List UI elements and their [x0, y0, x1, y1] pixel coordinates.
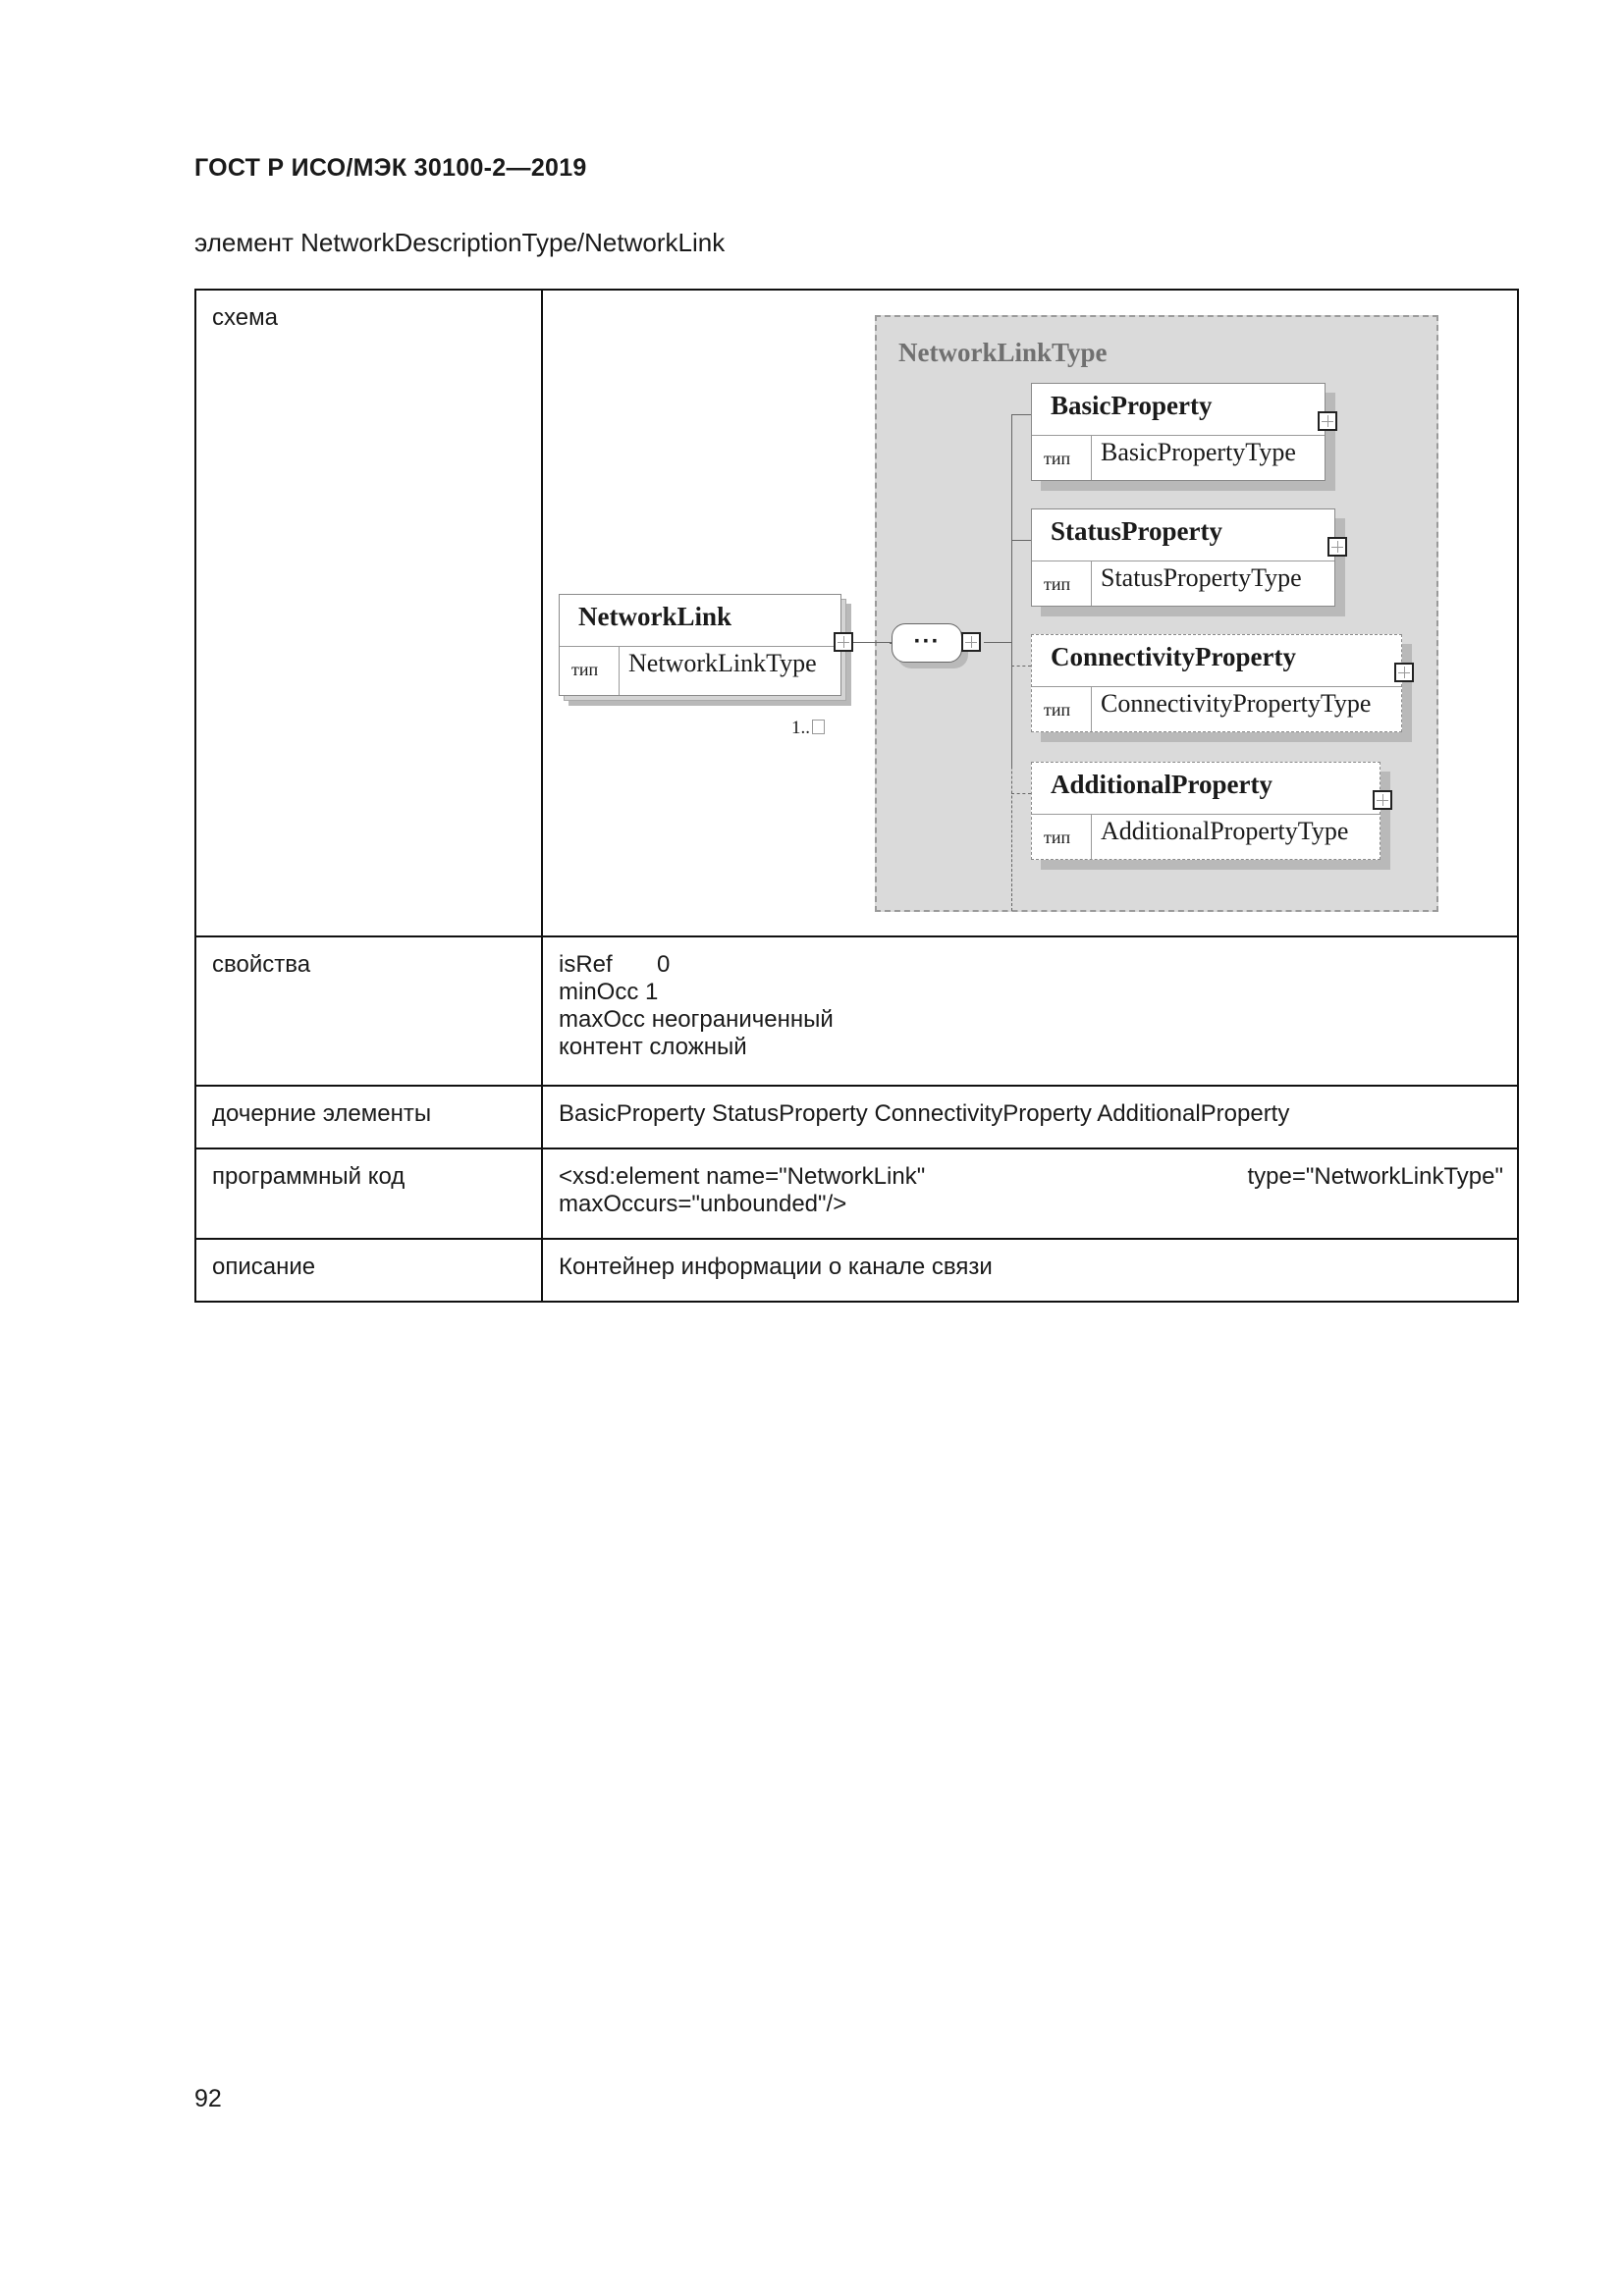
schema-label: схема: [195, 290, 542, 936]
expand-icon[interactable]: [1318, 411, 1337, 431]
code-line: maxOccurs="unbounded"/>: [559, 1191, 847, 1217]
property-line: minOcc 1: [559, 979, 659, 1005]
connector-line: [1011, 414, 1031, 415]
child-element-type: StatusPropertyType: [1101, 563, 1302, 592]
description-row: [195, 1239, 1518, 1302]
child-element-name: BasicProperty: [1051, 391, 1213, 420]
document-header: ГОСТ Р ИСО/МЭК 30100-2—2019: [194, 154, 587, 182]
child-element-box: [1031, 508, 1335, 607]
children-value: BasicProperty StatusProperty ConnectivityProperty AdditionalProperty: [542, 1086, 1518, 1148]
page-number: 92: [194, 2085, 222, 2112]
code-row: [195, 1148, 1518, 1239]
connector-line: [1011, 540, 1031, 541]
connector-line-optional: [1011, 793, 1031, 794]
property-line: isRef 0: [559, 951, 671, 978]
type-label: тип: [1044, 700, 1071, 720]
root-element-type: NetworkLinkType: [628, 649, 817, 677]
properties-cell: [542, 936, 1518, 1086]
child-element-box-optional: [1031, 634, 1402, 732]
child-element-type: ConnectivityPropertyType: [1101, 689, 1372, 718]
expand-icon[interactable]: [961, 632, 981, 652]
sequence-icon: ···: [913, 628, 941, 655]
children-label: дочерние элементы: [195, 1086, 542, 1148]
properties-row: [195, 936, 1518, 1086]
type-label: тип: [1044, 828, 1071, 847]
element-caption: элемент NetworkDescriptionType/NetworkLink: [194, 228, 726, 257]
property-line: контент сложный: [559, 1034, 747, 1060]
schema-diagram: [543, 291, 1517, 935]
occurrence-label: 1..: [791, 715, 825, 742]
expand-icon[interactable]: [1373, 790, 1392, 810]
child-element-type: AdditionalPropertyType: [1101, 817, 1349, 845]
child-element-type: BasicPropertyType: [1101, 438, 1296, 466]
type-label: тип: [1044, 449, 1071, 468]
code-line: type="NetworkLinkType": [1247, 1163, 1503, 1190]
code-line: <xsd:element name="NetworkLink": [559, 1163, 926, 1190]
child-element-box: [1031, 383, 1326, 481]
connector-line-optional: [1011, 664, 1012, 911]
expand-icon[interactable]: [1394, 663, 1414, 682]
children-row: [195, 1086, 1518, 1148]
type-label: тип: [1044, 574, 1071, 594]
code-cell: [542, 1148, 1518, 1239]
connector-line: [984, 642, 1011, 643]
connector-line-optional: [1011, 666, 1031, 667]
root-element-name: NetworkLink: [578, 602, 732, 631]
code-label: программный код: [195, 1148, 542, 1239]
expand-icon[interactable]: [1327, 537, 1347, 557]
child-element-name: AdditionalProperty: [1051, 770, 1273, 799]
root-element-box: [559, 594, 841, 696]
expand-icon[interactable]: [834, 632, 853, 652]
schema-cell: [542, 290, 1518, 936]
description-value: Контейнер информации о канале связи: [542, 1239, 1518, 1302]
schema-row: [195, 290, 1518, 936]
sequence-compositor: [892, 623, 962, 663]
type-label: тип: [571, 660, 599, 679]
child-element-box-optional: [1031, 762, 1380, 860]
properties-label: свойства: [195, 936, 542, 1086]
connector-line: [853, 642, 893, 643]
group-title: NetworkLinkType: [898, 338, 1108, 367]
description-label: описание: [195, 1239, 542, 1302]
child-element-name: StatusProperty: [1051, 516, 1222, 546]
child-element-name: ConnectivityProperty: [1051, 642, 1296, 671]
property-line: maxOcc неограниченный: [559, 1006, 834, 1033]
element-spec-table: [194, 289, 1519, 1303]
